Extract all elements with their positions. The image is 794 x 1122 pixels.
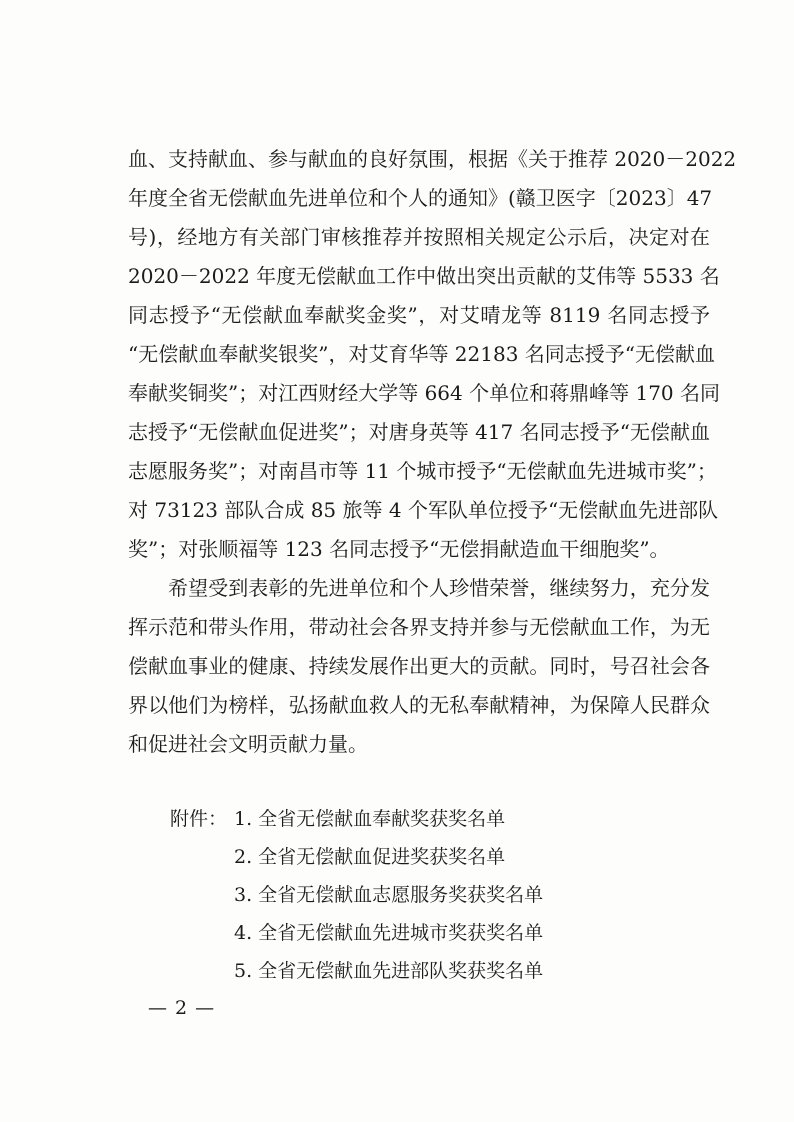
attachment-item-1: 1. 全省无偿献血奉献奖获奖名单 — [234, 808, 506, 830]
attachment-item — [170, 838, 543, 876]
paragraph-2-line-3: 偿献血事业的健康、持续发展作出更大的贡献。同时，号召社会各 — [128, 654, 710, 678]
paragraph-2-line-4: 界以他们为榜样，弘扬献血救人的无私奉献精神，为保障人民群众 — [128, 693, 710, 717]
attachments-list — [170, 800, 543, 990]
document-body — [128, 140, 737, 764]
attachment-item-4: 4. 全省无偿献血先进城市奖获奖名单 — [234, 922, 544, 944]
paragraph-1-line-7: 奉献奖铜奖”；对江西财经大学等 664 个单位和蒋鼎峰等 170 名同 — [128, 381, 721, 405]
attachment-item-2: 2. 全省无偿献血促进奖获奖名单 — [234, 846, 506, 868]
paragraph-1-line-2: 年度全省无偿献血先进单位和个人的通知》(赣卫医字〔2023〕47 — [128, 186, 713, 210]
attachment-item — [170, 914, 543, 952]
paragraph-1-line-1: 血、支持献血、参与献血的良好氛围，根据《关于推荐 2020－2022 — [128, 147, 737, 171]
paragraph-2-line-2: 挥示范和带头作用，带动社会各界支持并参与无偿献血工作，为无 — [128, 615, 710, 639]
paragraph-1-line-4: 2020－2022 年度无偿献血工作中做出突出贡献的艾伟等 5533 名 — [128, 264, 720, 288]
paragraph-1-line-5: 同志授予“无偿献血奉献奖金奖”，对艾晴龙等 8119 名同志授予 — [128, 303, 710, 327]
attachment-item — [170, 800, 543, 838]
page-number: — 2 — — [148, 997, 216, 1019]
paragraph-1-line-6: “无偿献血奉献奖银奖”，对艾育华等 22183 名同志授予“无偿献血 — [128, 342, 716, 366]
attachment-item-3: 3. 全省无偿献血志愿服务奖获奖名单 — [234, 884, 544, 906]
attachments-label: 附件： — [170, 808, 228, 830]
paragraph-1-line-10: 对 73123 部队合成 85 旅等 4 个军队单位授予“无偿献血先进部队 — [128, 498, 719, 522]
attachment-item-5: 5. 全省无偿献血先进部队奖获奖名单 — [234, 960, 544, 982]
attachment-item — [170, 876, 543, 914]
attachment-item — [170, 952, 543, 990]
paragraph-2-line-1: 希望受到表彰的先进单位和个人珍惜荣誉，继续努力，充分发 — [168, 576, 710, 600]
paragraph-1-line-11: 奖”；对张顺福等 123 名同志授予“无偿捐献造血干细胞奖”。 — [128, 537, 670, 561]
paragraph-2-line-5: 和促进社会文明贡献力量。 — [128, 732, 368, 756]
paragraph-1-line-8: 志授予“无偿献血促进奖”；对唐身英等 417 名同志授予“无偿献血 — [128, 420, 710, 444]
paragraph-1-line-3: 号)，经地方有关部门审核推荐并按照相关规定公示后，决定对在 — [128, 225, 710, 249]
paragraph-1-line-9: 志愿服务奖”；对南昌市等 11 个城市授予“无偿献血先进城市奖”； — [128, 459, 717, 483]
